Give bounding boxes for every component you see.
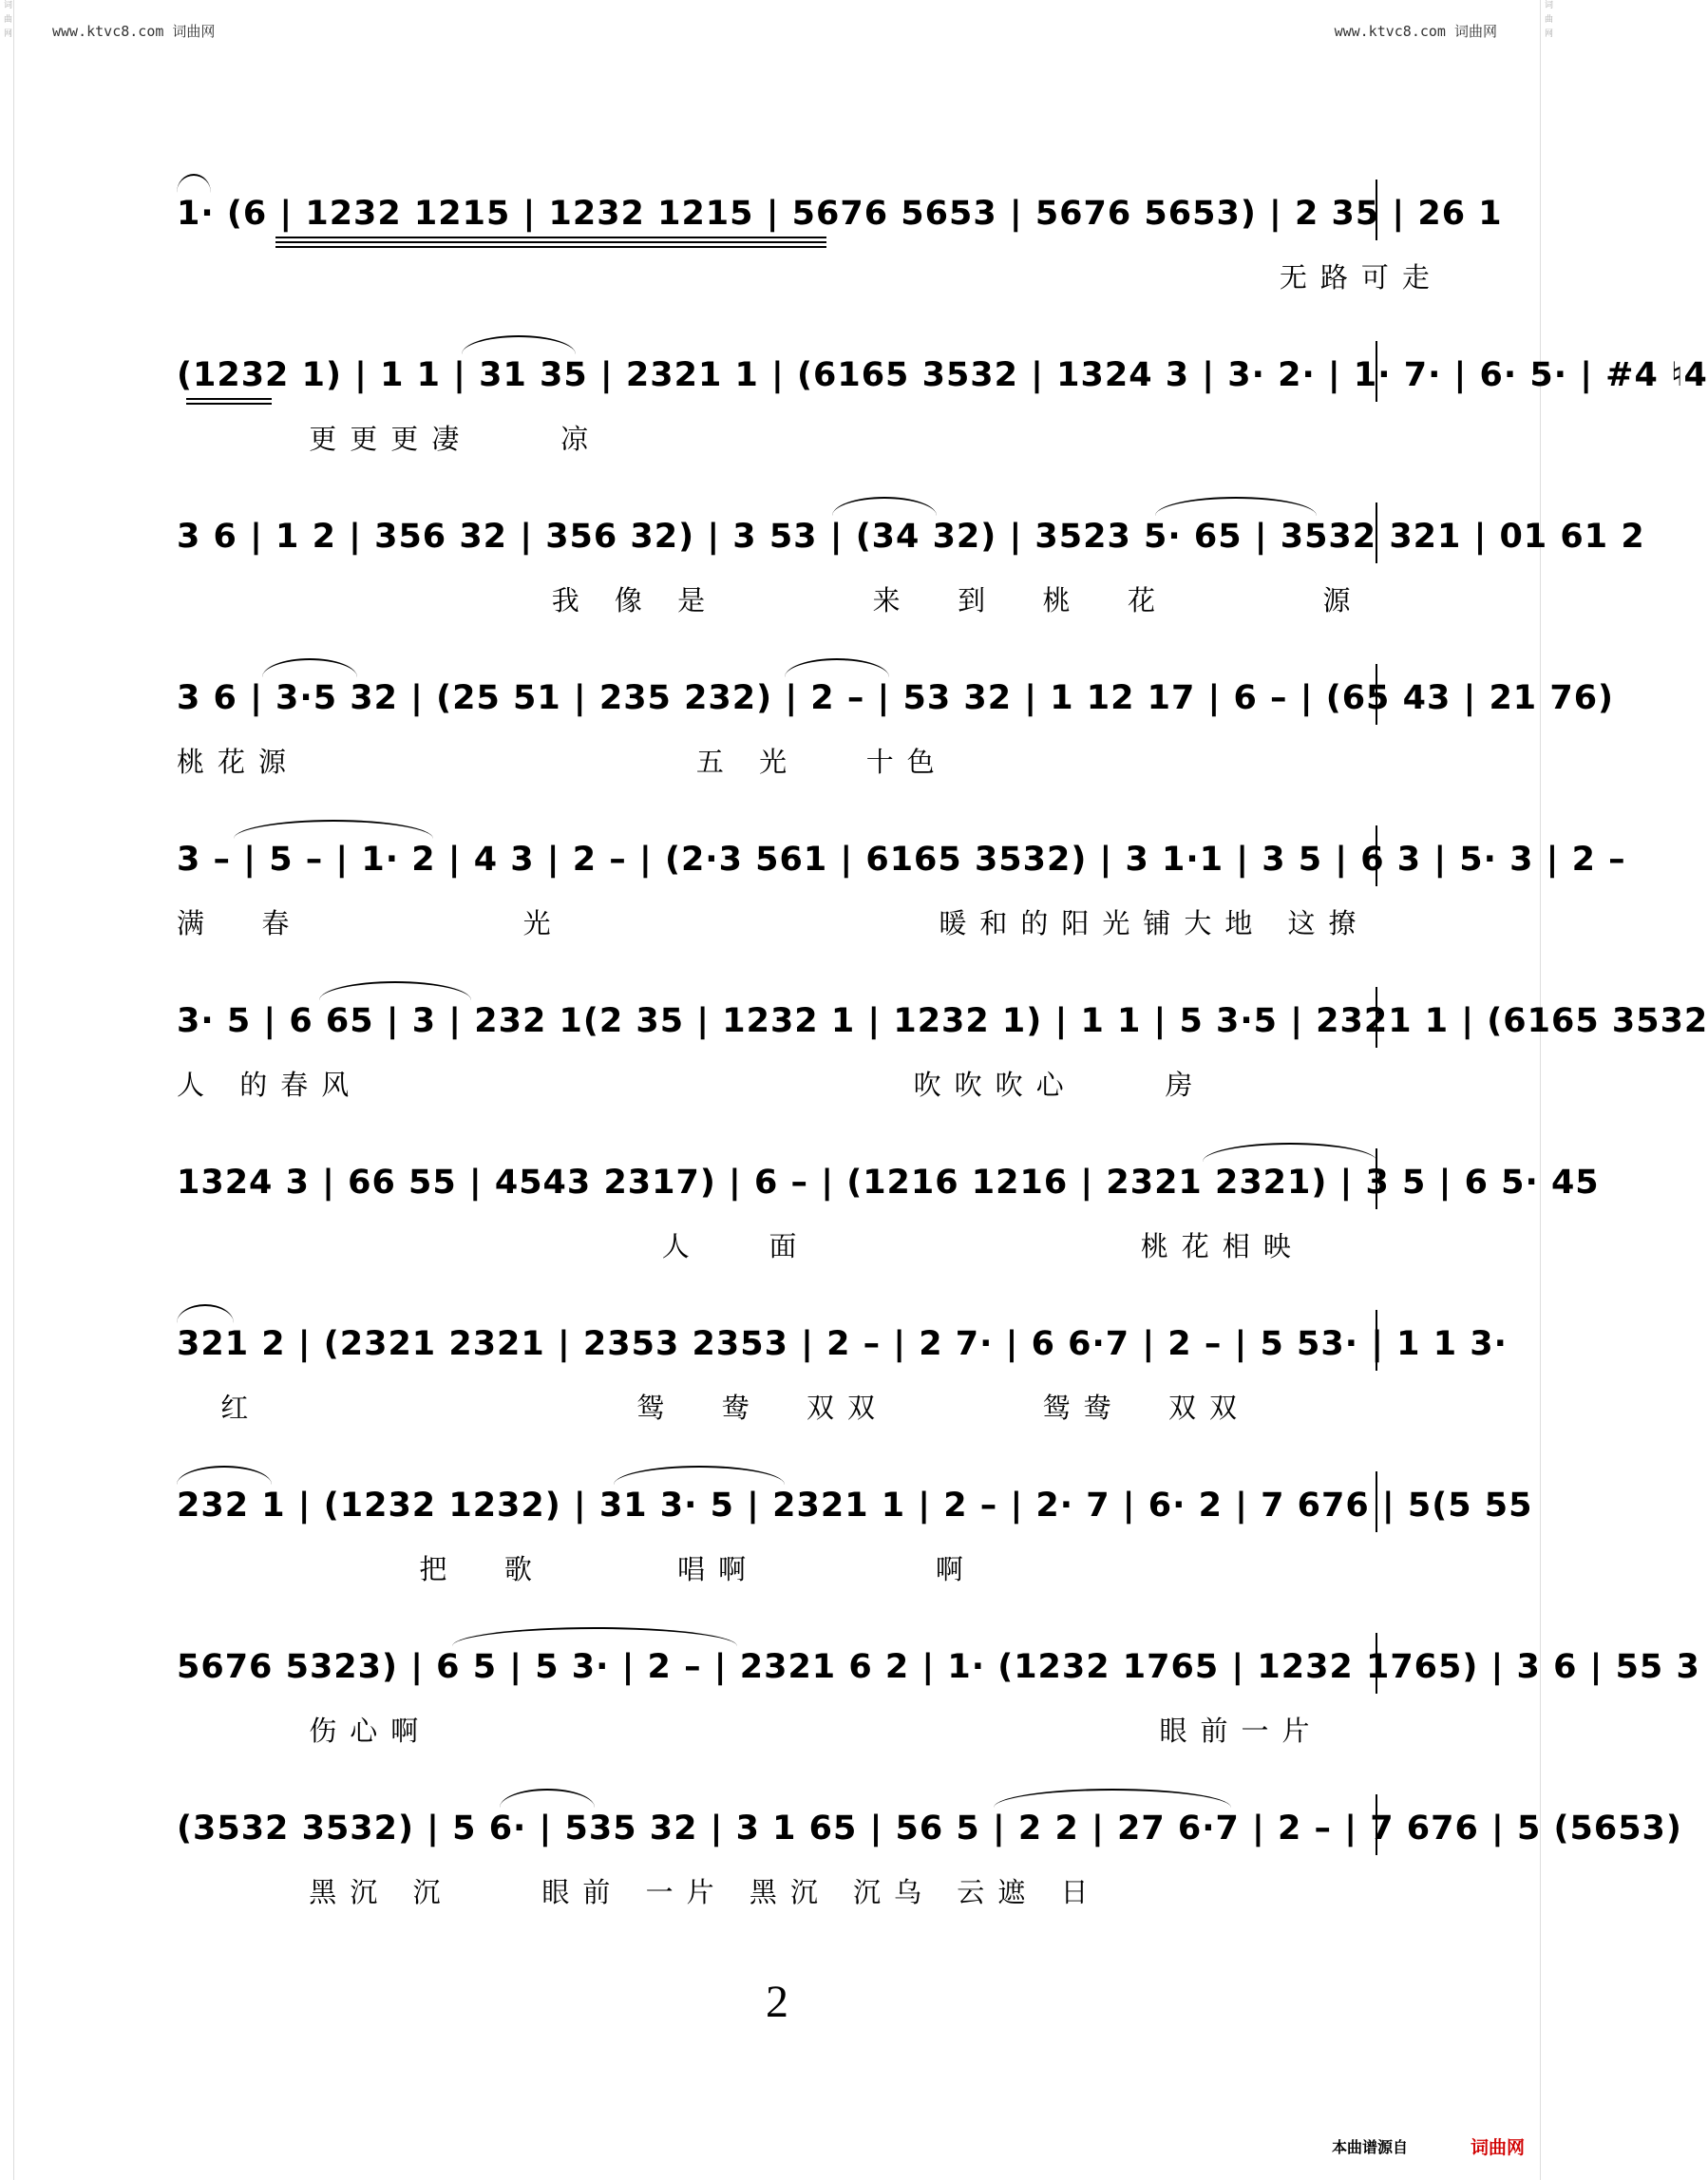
slur [452, 1627, 737, 1646]
underline [275, 237, 826, 238]
notes: 1· (6 | 1232 1215 | 1232 1215 | 5676 5653 | 5676 5653) | 2 35 | 26 1 [177, 195, 1503, 233]
lyrics: 满 春 光 暖和的阳光铺大地 这撩 [177, 907, 1370, 939]
notes: 3 6 | 3·5 32 | (25 51 | 235 232) | 2 – | 53 32 | 1 12 17 | 6 – | (65 43 | 21 76) [177, 679, 1615, 717]
slur [614, 1466, 785, 1485]
slur [262, 658, 357, 677]
lyrics: 红 鸳 鸯 双双 鸳鸯 双双 [177, 1392, 1250, 1424]
lyrics: 无路可走 [177, 261, 1443, 294]
underline [186, 403, 272, 405]
slur [994, 1789, 1231, 1808]
notes: 5676 5323) | 6 5 | 5 3· | 2 – | 2321 6 2 | 1· (1232 1765 | 1232 1765) | 3 6 | 55 3 [177, 1648, 1700, 1686]
underline [275, 246, 826, 248]
side-watermark-left: 词曲网 [0, 0, 14, 2180]
slur [177, 1466, 272, 1485]
slur [785, 658, 889, 677]
lyrics: 我 像 是 来 到 桃 花 源 [177, 584, 1364, 616]
page-number: 2 [766, 1977, 788, 2027]
notes: (3532 3532) | 5 6· | 535 32 | 3 1 65 | 56 5 | 2 2 | 27 6·7 | 2 – | 7 676 | 5 (5653) [177, 1810, 1682, 1848]
notes: (1232 1) | 1 1 | 31 35 | 2321 1 | (6165 3532 | 1324 3 | 3· 2· | 1· 7· | 6· 5· | #4 ♮4 [177, 356, 1708, 394]
notes: 3 6 | 1 2 | 356 32 | 356 32) | 3 53 | (34 32) | 3523 5· 65 | 3532 321 | 01 61 2 [177, 518, 1645, 556]
lyrics: 伤心啊 眼前一片 [177, 1715, 1323, 1747]
slur [1155, 497, 1317, 516]
side-watermark-right: 词曲网 [1540, 0, 1554, 2180]
notes: 232 1 | (1232 1232) | 31 3· 5 | 2321 1 | 2 – | 2· 7 | 6· 2 | 7 676 | 5(5 55 [177, 1487, 1533, 1525]
lyrics: 更更更凄 凉 [177, 423, 602, 455]
underline [275, 241, 826, 243]
lyrics: 把 歌 唱啊 啊 [177, 1553, 977, 1585]
slur [462, 335, 576, 354]
lyrics: 桃花源 五 光 十色 [177, 746, 948, 778]
footer-logo[interactable]: 词曲网 [1471, 2137, 1526, 2158]
header-site-right: www.ktvc8.com 词曲网 [1334, 23, 1497, 40]
underline [186, 398, 272, 400]
lyrics: 人 面 桃花相映 [177, 1230, 1304, 1262]
notes: 3 – | 5 – | 1· 2 | 4 3 | 2 – | (2·3 561 | 6165 3532) | 3 1·1 | 3 5 | 6 3 | 5· 3 | 2 – [177, 841, 1626, 879]
slur [1203, 1143, 1377, 1162]
slur [500, 1789, 595, 1808]
lyrics: 人 的春风 吹吹吹心 房 [177, 1069, 1206, 1101]
footer-source-label: 本曲谱源自 [1332, 2138, 1409, 2156]
notes: 1324 3 | 66 55 | 4543 2317) | 6 – | (1216 1216 | 2321 2321) | 3 5 | 6 5· 45 [177, 1164, 1600, 1202]
lyrics: 黑沉 沉 眼前 一片 黑沉 沉乌 云遮 日 [177, 1876, 1102, 1908]
slur [177, 1304, 234, 1323]
notes: 321 2 | (2321 2321 | 2353 2353 | 2 – | 2 7· | 6 6·7 | 2 – | 5 53· | 1 1 3· [177, 1325, 1508, 1363]
notes: 3· 5 | 6 65 | 3 | 232 1(2 35 | 1232 1 | 1232 1) | 1 1 | 5 3·5 | 2321 1 | (6165 3532 [177, 1002, 1708, 1040]
slur [832, 497, 937, 516]
slur [234, 820, 433, 839]
slur [177, 174, 211, 193]
header-site-left: www.ktvc8.com 词曲网 [52, 23, 216, 40]
slur [319, 981, 471, 1000]
